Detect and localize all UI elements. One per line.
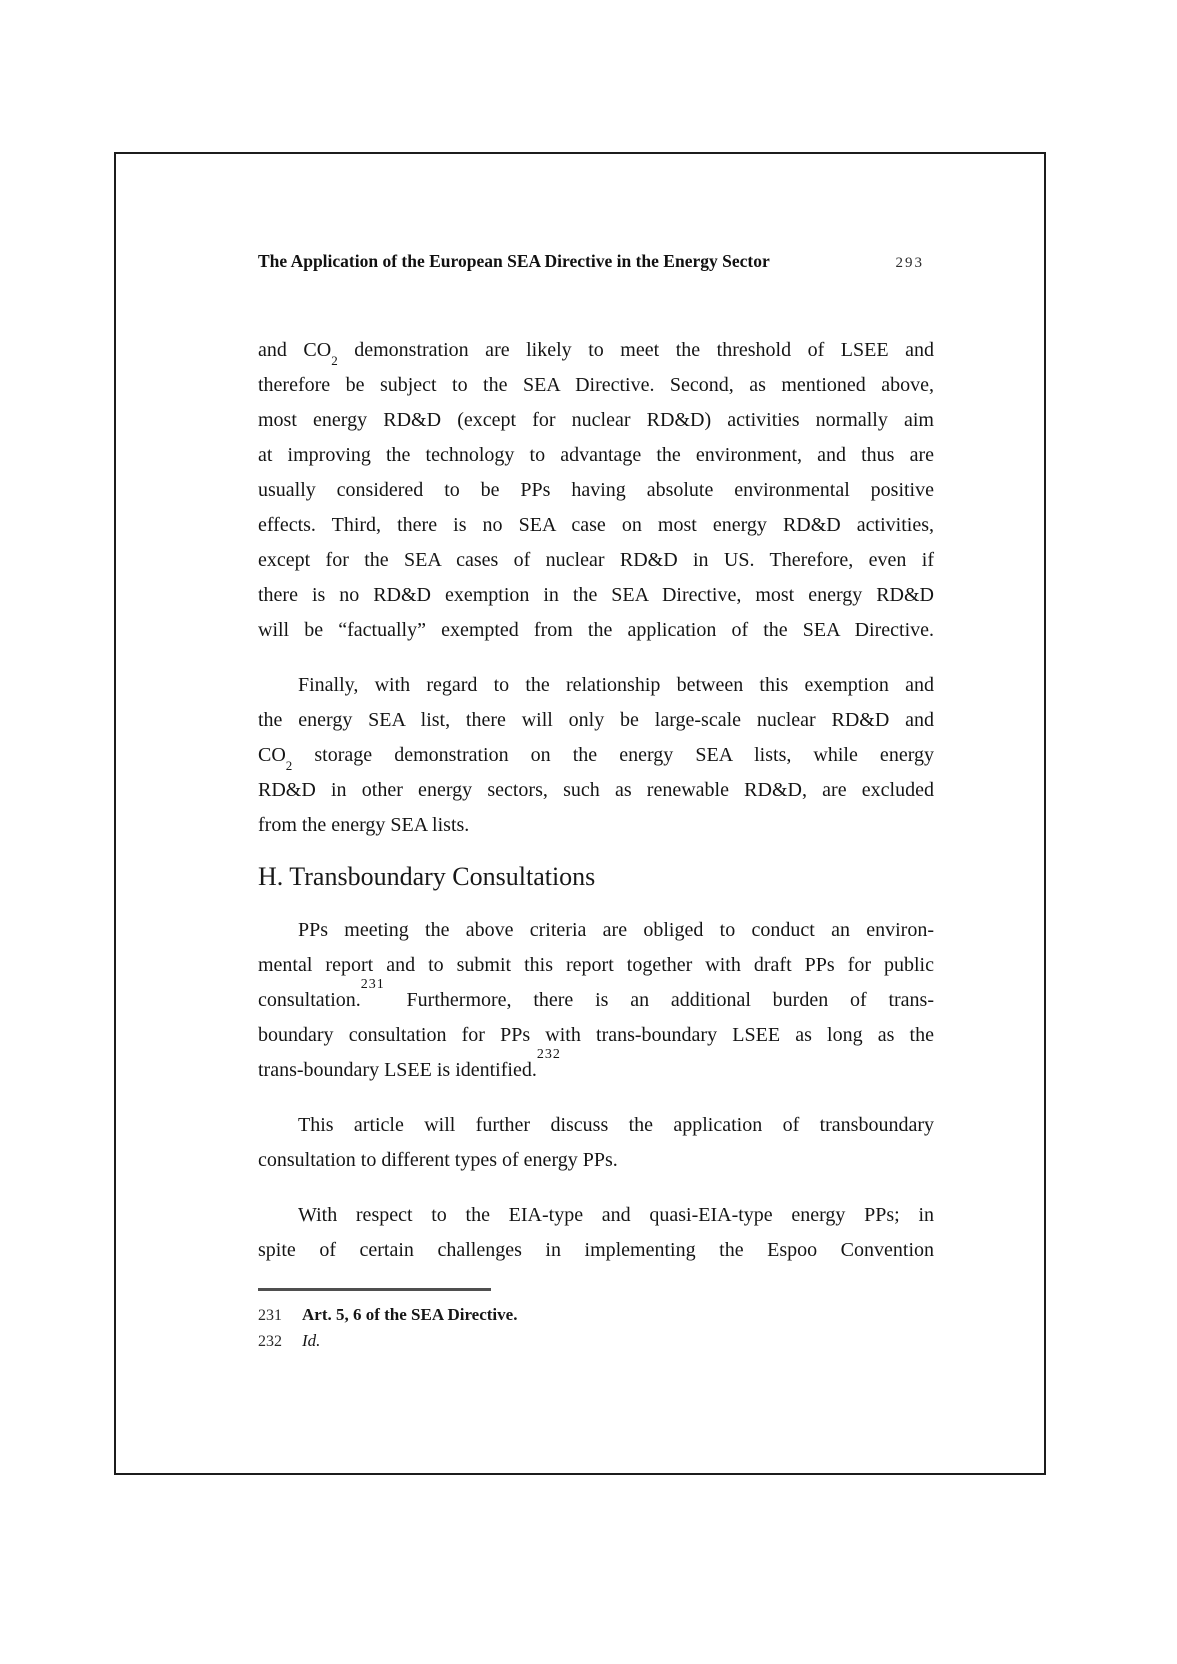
text-line: usually considered to be PPs having absolute environmental positive xyxy=(258,479,934,501)
footnote-separator xyxy=(258,1288,491,1291)
text-line: RD&D in other energy sectors, such as renewable RD&D, are excluded xyxy=(258,779,934,801)
subscript: 2 xyxy=(331,353,338,368)
text-line: will be “factually” exempted from the application of the SEA Directive. xyxy=(258,619,934,641)
text-line: effects. Third, there is no SEA case on most energy RD&D activities, xyxy=(258,514,934,536)
text-line: $CO_2$ storage demonstration on the energy SEA lists, while energy xyxy=(258,744,934,773)
running-header-title: The Application of the European SEA Directive in the Energy Sector xyxy=(258,251,770,271)
footnotes-section xyxy=(258,1288,934,1354)
text-line: PPs meeting the above criteria are obliged to conduct an environ- xyxy=(298,919,934,941)
text-line: boundary consultation for PPs with trans-boundary LSEE as long as the xyxy=(258,1024,934,1046)
text-line: consultation.$^{231}$ Furthermore, there is an additional burden of trans- xyxy=(258,977,934,1011)
text-line: consultation to different types of energy PPs. xyxy=(258,1149,618,1171)
text-line: Finally, with regard to the relationship between this exemption and xyxy=(298,674,934,696)
text-line: trans-boundary LSEE is identified.$^{232}$ xyxy=(258,1047,561,1081)
subscript: 2 xyxy=(285,758,293,773)
text-line: This article will further discuss the application of transboundary xyxy=(298,1114,934,1136)
running-header xyxy=(258,250,934,274)
text-line: With respect to the EIA-type and quasi-EIA-type energy PPs; in xyxy=(298,1204,934,1226)
page-frame xyxy=(114,152,1046,1475)
paragraph xyxy=(258,1108,934,1178)
footnote-list xyxy=(258,1302,934,1354)
text-line: the energy SEA list, there will only be large-scale nuclear RD&D and xyxy=(258,709,934,731)
paragraph xyxy=(258,913,934,1088)
text-line: except for the SEA cases of nuclear RD&D in US. Therefore, even if xyxy=(258,549,934,571)
page-content xyxy=(258,154,934,1354)
paragraph xyxy=(258,1198,934,1268)
text-line: spite of certain challenges in implementing the Espoo Convention xyxy=(258,1239,934,1261)
text-line: most energy RD&D (except for nuclear RD&D) activities normally aim xyxy=(258,409,934,431)
footnote-text: Art. 5, 6 of the SEA Directive. xyxy=(302,1305,518,1324)
text-line: and $CO_2$ demonstration are likely to meet the threshold of LSEE and xyxy=(258,339,934,368)
paragraph xyxy=(258,668,934,843)
footnote-ref: 231 xyxy=(360,977,385,993)
footnote-text: Id. xyxy=(302,1331,321,1350)
footnote xyxy=(258,1302,934,1328)
footnote-ref: 232 xyxy=(536,1047,561,1063)
footnote-number: 231 xyxy=(258,1307,282,1324)
text-line: at improving the technology to advantage the environment, and thus are xyxy=(258,444,934,466)
footnote-number: 232 xyxy=(258,1333,282,1350)
text-line: mental report and to submit this report together with draft PPs for public xyxy=(258,954,934,976)
text-line: there is no RD&D exemption in the SEA Directive, most energy RD&D xyxy=(258,584,934,606)
section-heading: H. Transboundary Consultations xyxy=(258,862,596,891)
page-number: 293 xyxy=(895,255,924,271)
document-body xyxy=(258,333,934,1268)
footnote xyxy=(258,1328,934,1354)
text-line: therefore be subject to the SEA Directive. Second, as mentioned above, xyxy=(258,374,934,396)
text-line: from the energy SEA lists. xyxy=(258,814,470,836)
paragraph xyxy=(258,333,934,648)
